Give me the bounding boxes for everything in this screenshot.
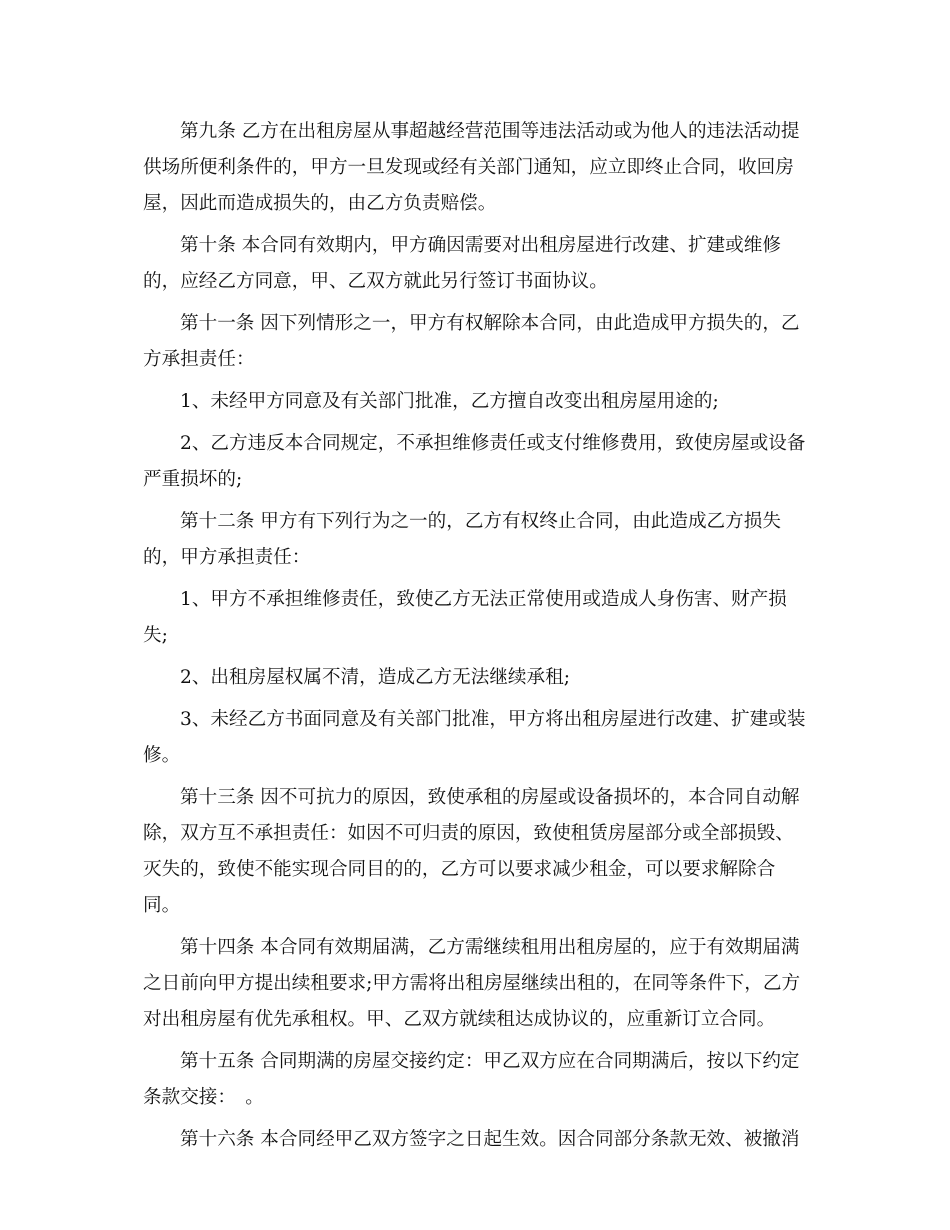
text-line: 失; — [143, 625, 168, 646]
list-item: 3、未经乙方书面同意及有关部门批准，甲方将出租房屋进行改建、扩建或装 — [180, 709, 806, 730]
list-item: 1、未经甲方同意及有关部门批准，乙方擅自改变出租房屋用途的; — [180, 391, 719, 412]
text-line: 除，双方互不承担责任：如因不可归责的原因，致使租赁房屋部分或全部损毁、 — [143, 823, 794, 844]
text-line: 屋，因此而造成损失的，由乙方负责赔偿。 — [143, 193, 497, 214]
paragraph-article-12: 第十二条 甲方有下列行为之一的，乙方有权终止合同，由此造成乙方损失 — [180, 511, 781, 532]
text-line: 的，应经乙方同意，甲、乙双方就此另行签订书面协议。 — [143, 271, 608, 292]
paragraph-article-16: 第十六条 本合同经甲乙双方签字之日起生效。因合同部分条款无效、被撤消 — [180, 1129, 800, 1150]
paragraph-article-14: 第十四条 本合同有效期届满，乙方需继续租用出租房屋的，应于有效期届满 — [180, 937, 800, 958]
list-item: 2、乙方违反本合同规定，不承担维修责任或支付维修费用，致使房屋或设备 — [180, 433, 806, 454]
text-line: 对出租房屋有优先承租权。甲、乙双方就续租达成协议的，应重新订立合同。 — [143, 1009, 776, 1030]
text-line: 条款交接： 。 — [143, 1087, 264, 1108]
text-line: 灭失的，致使不能实现合同目的的，乙方可以要求减少租金，可以要求解除合 — [143, 859, 776, 880]
text-line: 严重损坏的; — [143, 469, 243, 490]
paragraph-article-9: 第九条 乙方在出租房屋从事超越经营范围等违法活动或为他人的违法活动提 — [180, 121, 800, 142]
paragraph-article-15: 第十五条 合同期满的房屋交接约定：甲乙双方应在合同期满后，按以下约定 — [180, 1051, 800, 1072]
text-line: 修。 — [143, 745, 181, 766]
text-line: 方承担责任： — [143, 349, 255, 370]
paragraph-article-10: 第十条 本合同有效期内，甲方确因需要对出租房屋进行改建、扩建或维修 — [180, 235, 781, 256]
paragraph-article-11: 第十一条 因下列情形之一，甲方有权解除本合同，由此造成甲方损失的，乙 — [180, 313, 800, 334]
list-item: 1、甲方不承担维修责任，致使乙方无法正常使用或造成人身伤害、财产损 — [180, 589, 787, 610]
text-line: 供场所便利条件的，甲方一旦发现或经有关部门通知，应立即终止合同，收回房 — [143, 157, 794, 178]
paragraph-article-13: 第十三条 因不可抗力的原因，致使承租的房屋或设备损坏的，本合同自动解 — [180, 787, 800, 808]
text-line: 之日前向甲方提出续租要求;甲方需将出租房屋继续出租的，在同等条件下，乙方 — [143, 973, 801, 994]
list-item: 2、出租房屋权属不清，造成乙方无法继续承租; — [180, 667, 570, 688]
text-line: 的，甲方承担责任： — [143, 547, 311, 568]
text-line: 同。 — [143, 895, 181, 916]
